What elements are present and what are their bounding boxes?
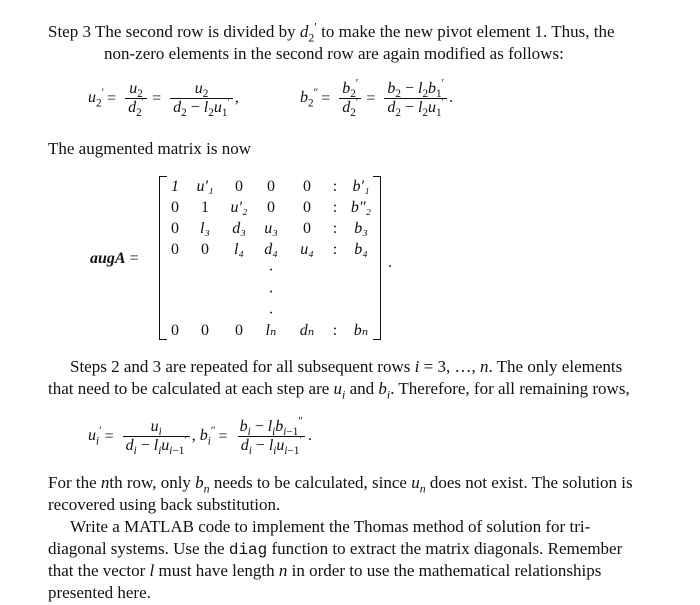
equation-b2-double-prime: $b_2''$ = $\frac{b_2'}{d_2'}$ = $\frac{b_2 - l_2b_1'}{d_2 - l_2u_1'}$ . (300, 77, 454, 120)
code-diag: diag (228, 541, 268, 559)
para4-line-2: diagonal systems. Use the diag function to extract the matrix diagonals. Remember (48, 539, 623, 559)
step-line-1: Step 3 The second row is divided by $d_2'$ to make the new pivot element 1. Thus, the (48, 19, 615, 45)
para4-line-1: Write a MATLAB code to implement the Thomas method of solution for tri- (70, 517, 591, 536)
para4-line-3: that the vector l must have length n in order to use the mathematical relationships (48, 561, 602, 580)
textbook-page: Step 3 The second row is divided by $d_2'$ to make the new pivot element 1. Thus, the non-zero elements in the second row are again modified as follows: $u_2'$ = $\frac{u_2}{d_2'}$ = $\frac{u_2}{d_2 - l_2u_1'}$ , $b_2''$ = $\frac{b_2'}{d_2'}$ = $\frac{b_2 - l_2b_1'}{d_2 - l_2u_1'}$ . The augmented matrix is now augA = . 1 u′₁ 0 0 0 : b′₁ 0 1 u′₂ 0 0 : b″₂ 0 l₃ d₃ u₃ 0 : b₃ 0 0 l₄ d₄ u₄ : b₄ · · · 0 0 0 lₙ dₙ : bₙ Steps 2 and 3 are repeated for all subsequent rows i = 3, …, n. The only elements that need to be calculated at each step are $u_i$ and $b_i$. Therefore, for all remaining rows, $u_i'$ = $\frac{u_i}{d_i - l_iu_{i-1}'}$ , $b_i''$ = $\frac{b_i - l_ib_{i-1}''}{d_i - l_iu_{i-1}'}$ . For the nth row, only $b_n$ needs to be calculated, since $u_n$ does not exist. The solution is recovered using back substitution. Write a MATLAB code to implement the Thomas method of solution for tri- diagonal systems. Use the diag function to extract the matrix diagonals. Remember that the vector l must have length n in order to use the mathematical relationships presented here. (48, 19, 633, 602)
equation-ui-prime: $u_i'$ = $\frac{u_i}{d_i - l_iu_{i-1}'}$ , $b_i''$ = $\frac{b_i - l_ib_{i-1}''}{d_i - l_iu_{i-1}'}$ . (88, 415, 312, 458)
matrix-label: augA = (90, 250, 139, 267)
para2-line-1: Steps 2 and 3 are repeated for all subsequent rows i = 3, …, n. The only elements (70, 357, 623, 376)
step-label: Step 3 (48, 22, 91, 41)
para3-line-2: recovered using back substitution. (48, 495, 281, 514)
equation-u2-prime: $u_2'$ = $\frac{u_2}{d_2'}$ = $\frac{u_2}{d_2 - l_2u_1'}$ , (88, 80, 239, 120)
para2-line-2: that need to be calculated at each step are $u_i$ and $b_i$. Therefore, for all remaining rows, (48, 379, 630, 402)
para4-line-4: presented here. (48, 583, 151, 602)
para3-line-1: For the nth row, only $b_n$ needs to be calculated, since $u_n$ does not exist. The solution is (48, 473, 633, 496)
step-line-2: non-zero elements in the second row are again modified as follows: (104, 44, 564, 63)
matrix-period: . (388, 254, 392, 271)
augmented-intro: The augmented matrix is now (48, 139, 252, 158)
